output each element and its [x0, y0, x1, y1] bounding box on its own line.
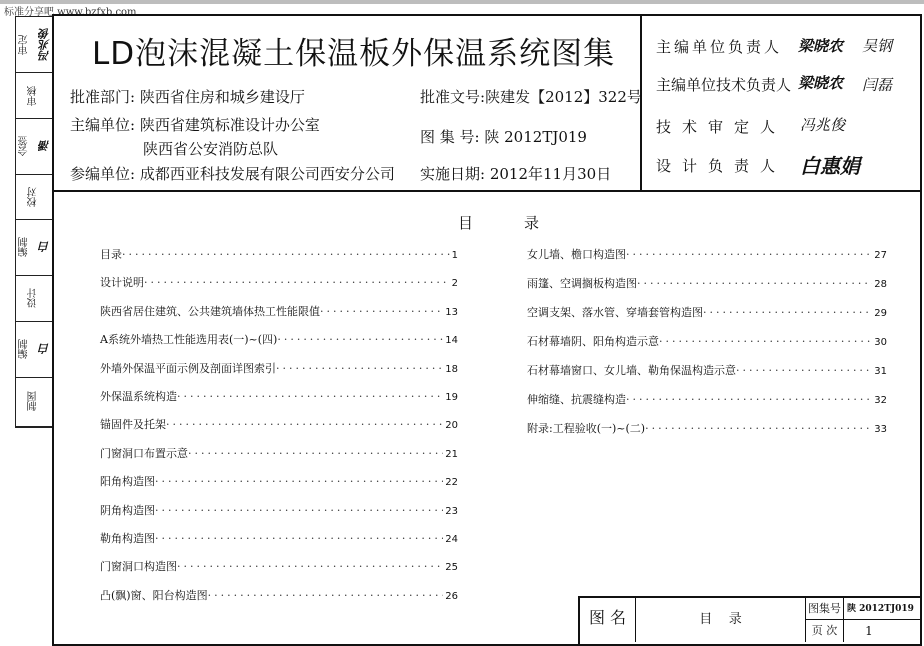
leader-dots: [177, 390, 443, 403]
toc-entry-title: 外保温系统构造: [100, 390, 177, 403]
strip-cell: [16, 275, 53, 322]
toc-entry-title: 伸缩缝、抗震缝构造: [527, 393, 626, 406]
atlas-number: [420, 126, 587, 147]
strip-cell: [16, 377, 53, 427]
leader-dots: [736, 364, 872, 377]
responsible-role: 技术审定人: [656, 118, 787, 136]
strip-cell: [16, 72, 53, 119]
title-block: [578, 596, 920, 644]
responsible-role: 设计负责人: [656, 157, 787, 175]
leader-dots: [122, 248, 450, 261]
toc-entry-title: 阴角构造图: [100, 503, 155, 517]
toc-entry-title: 女儿墙、檐口构造图: [527, 248, 626, 261]
strip-label: 制图: [28, 391, 39, 411]
toc-entry-title: 门窗洞口构造图: [100, 560, 177, 574]
toc-entry-page: 25: [445, 562, 458, 574]
drawing-name-label: 图 名: [580, 598, 636, 642]
strip-signature: 潘: [37, 118, 53, 174]
toc-entry-page: 14: [445, 335, 458, 347]
strip-label: 编制: [19, 339, 30, 359]
toc-entry-title: 锚固件及托架: [100, 418, 166, 432]
toc-entry-page: 23: [445, 505, 458, 517]
toc-entry: [527, 420, 887, 436]
toc-entry-page: 19: [445, 392, 458, 403]
toc-entry-page: 26: [445, 590, 458, 602]
toc-entry-title: 凸(飘)窗、阳台构造图: [100, 588, 208, 602]
toc-entry: [100, 246, 458, 262]
value: 陕西省住房和城乡建设厅: [139, 88, 305, 106]
leader-dots: [645, 422, 872, 435]
leader-dots: [276, 362, 443, 375]
leader-dots: [277, 333, 443, 346]
value: 2012年11月30日: [489, 165, 612, 183]
leader-dots: [320, 305, 443, 318]
label: 参编单位:: [70, 165, 136, 183]
implementation-date: [420, 163, 611, 184]
responsible-role: 主编单位技术负责人: [656, 76, 792, 94]
toc-entry-page: 31: [874, 366, 887, 377]
responsible-role: 主编单位负责人: [656, 38, 783, 56]
atlas-number: 陕 2012TJ019: [844, 598, 920, 620]
toc-entry-title: 目录: [100, 248, 122, 261]
leader-dots: [177, 560, 443, 573]
toc-entry-page: 18: [445, 363, 458, 375]
toc-entry: [527, 391, 887, 407]
leader-dots: [659, 335, 872, 348]
atlas-title: LD泡沫混凝土保温板外保温系统图集: [92, 36, 616, 72]
strip-label: 校对: [28, 187, 39, 207]
toc-entry: [100, 473, 458, 489]
leader-dots: [637, 277, 872, 290]
strip-label: 会签: [19, 136, 30, 156]
leader-dots: [188, 447, 443, 460]
strip-cell: [16, 17, 53, 73]
toc-entry-page: 28: [874, 279, 887, 290]
leader-dots: [626, 248, 872, 261]
toc-entry-page: 33: [874, 424, 887, 435]
toc-entry-title: 阳角构造图: [100, 475, 155, 489]
page-number: 1: [865, 624, 873, 638]
toc-entry-title: A系统外墙热工性能选用表(一)~(四): [100, 333, 278, 347]
signature: 梁晓农: [798, 37, 844, 55]
leader-dots: [155, 532, 443, 545]
chief-unit-2: 陕西省公安消防总队: [143, 140, 279, 158]
toc-entry-title: 陕西省居住建筑、公共建筑墙体热工性能限值: [100, 304, 320, 318]
toc-entry: [100, 388, 458, 404]
value: 陕 2012TJ019: [484, 128, 587, 146]
participant-unit: [70, 163, 395, 184]
toc-heading: 目: [458, 214, 474, 232]
toc-entry-page: 13: [445, 306, 458, 318]
toc-heading: 录: [524, 214, 540, 232]
strip-cell: [16, 174, 53, 220]
strip-signature: 冯兆俊: [37, 17, 53, 72]
toc-entry-title: 附录:工程验收(一)~(二): [527, 422, 646, 435]
toc-entry-page: 21: [445, 448, 458, 460]
strip-signature: 白: [37, 219, 53, 275]
toc-entry-title: 雨篷、空调搁板构造图: [527, 277, 637, 290]
toc-entry-page: 30: [874, 337, 887, 348]
strip-label: 审定: [19, 35, 30, 55]
toc-entry-title: 门窗洞口布置示意: [100, 446, 188, 460]
value: 陕建发【2012】322号: [485, 88, 642, 106]
signature: 吴钢: [862, 37, 893, 55]
toc-entry-page: 20: [445, 420, 458, 432]
toc-entry: [100, 303, 458, 319]
leader-dots: [155, 504, 443, 517]
approval-number: [420, 86, 642, 107]
page-label: 页 次: [806, 620, 844, 642]
strip-label: 审核: [28, 86, 39, 106]
atlas-number-label: 图集号: [806, 598, 844, 620]
toc-entry-page: 22: [445, 477, 458, 489]
header-divider: [52, 190, 920, 192]
toc-entry: [100, 530, 458, 546]
watermark: 标准分享吧 www.bzfxb.com: [4, 7, 137, 18]
toc-entry-page: 2: [451, 278, 458, 290]
strip-signature: 白: [37, 321, 53, 377]
toc-entry-title: 设计说明: [100, 276, 144, 290]
strip-cell: [16, 118, 53, 175]
signature: 梁晓农: [798, 74, 844, 92]
leader-dots: [626, 393, 872, 406]
toc-entry-page: 24: [445, 534, 458, 545]
toc-entry: [527, 362, 887, 378]
value: 陕西省建筑标准设计办公室: [139, 116, 320, 134]
toc-entry: [527, 304, 887, 320]
strip-cell: [16, 219, 53, 276]
toc-entry: [100, 502, 458, 518]
toc-entry-page: 1: [451, 250, 458, 261]
toc-entry: [100, 416, 458, 432]
toc-entry-title: 空调支架、落水管、穿墙套管构造图: [527, 306, 703, 319]
signature: 冯兆俊: [800, 116, 846, 134]
toc-entry-title: 石材幕墙窗口、女儿墙、勒角保温构造示意: [527, 364, 736, 377]
leader-dots: [208, 589, 444, 602]
label: 批准文号:: [420, 88, 486, 106]
toc-entry-title: 外墙外保温平面示例及剖面详图索引: [100, 361, 276, 375]
toc-entry: [527, 246, 887, 262]
toc-entry-page: 29: [874, 308, 887, 319]
leader-dots: [155, 475, 443, 488]
strip-label: 编制: [19, 237, 30, 257]
side-signature-strip: [15, 16, 53, 428]
toc-entry: [100, 558, 458, 574]
toc-entry: [100, 445, 458, 461]
label: 批准部门:: [70, 88, 136, 106]
leader-dots: [144, 276, 450, 289]
toc-entry-page: 32: [874, 395, 887, 406]
toc-entry: [100, 587, 458, 603]
chief-unit: [70, 114, 320, 135]
label: 图 集 号:: [420, 128, 480, 146]
drawing-frame: [52, 14, 922, 646]
toc-entry: [527, 275, 887, 291]
leader-dots: [703, 306, 872, 319]
toc-entry-page: 27: [874, 250, 887, 261]
label: 主编单位:: [70, 116, 136, 134]
strip-cell: [16, 321, 53, 378]
toc-entry: [100, 331, 458, 347]
approval-dept: [70, 86, 305, 107]
toc-entry-title: 勒角构造图: [100, 532, 155, 545]
toc-entry: [527, 333, 887, 349]
top-bar: [0, 0, 924, 4]
toc-entry: [100, 274, 458, 290]
label: 实施日期:: [420, 165, 486, 183]
toc-entry: [100, 360, 458, 376]
value: 成都西亚科技发展有限公司西安分公司: [139, 165, 395, 183]
drawing-name: 目 录: [636, 598, 806, 642]
strip-label: 设计: [28, 288, 39, 308]
toc-entry-title: 石材幕墙阴、阳角构造示意: [527, 335, 659, 348]
signature: 闫磊: [862, 76, 893, 94]
signature: 白惠娟: [800, 154, 860, 178]
leader-dots: [166, 418, 443, 431]
